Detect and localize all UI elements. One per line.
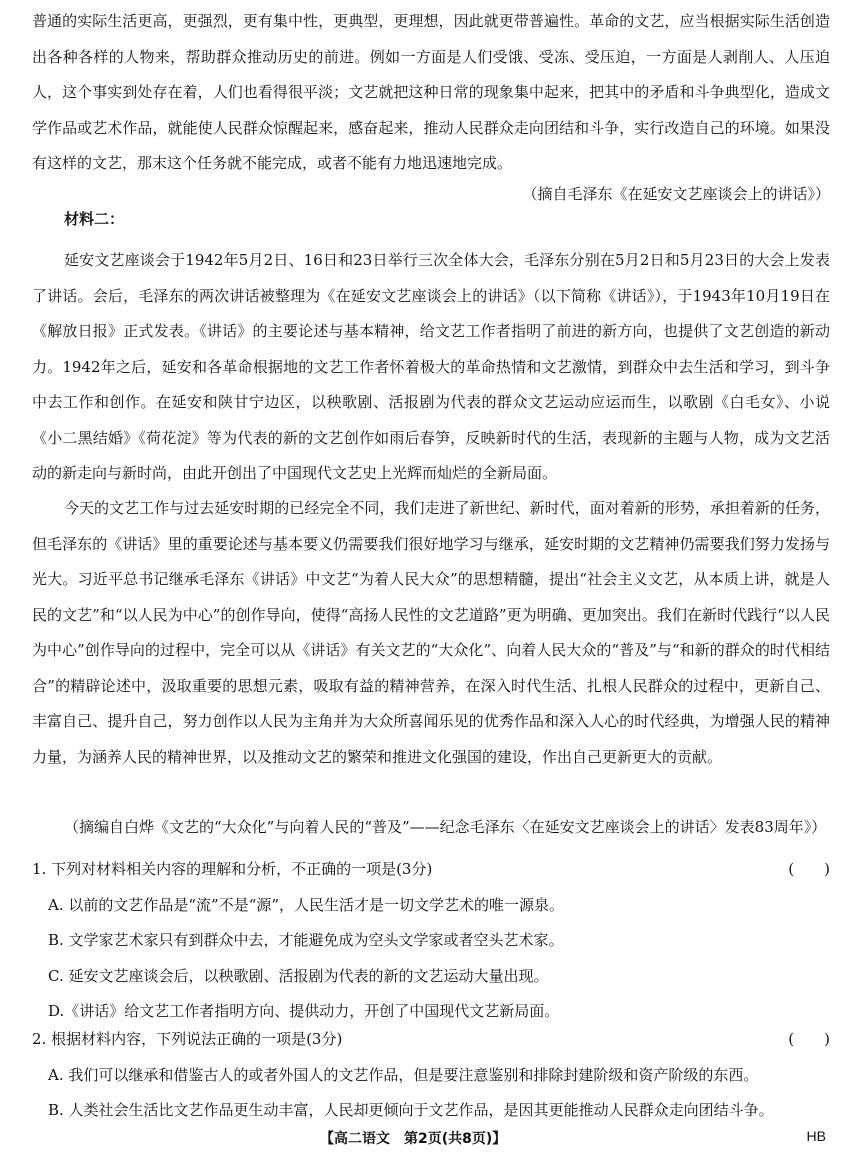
question-2 (32, 1022, 830, 1129)
footer-code: HB (806, 1128, 826, 1144)
question-2-option-a: A. 我们可以继承和借鉴古人的或者外国人的文艺作品，但是要注意鉴别和排除封建阶级和资产阶级的东西。 (48, 1065, 759, 1084)
question-2-option-b: B. 人类社会生活比文艺作品更生动丰富，人民却更倾向于文艺作品，是因其更能推动人民群众走向团结斗争。 (48, 1101, 774, 1119)
source-citation-1: （摘自毛泽东《在延安文艺座谈会上的讲话》） (522, 185, 830, 203)
passage-paragraph-1: 普通的实际生活更高，更强烈，更有集中性，更典型，更理想，因此就更带普遍性。革命的文艺，应当根据实际生活创造出各种各样的人物来，帮助群众推动历史的前进。例如一方面是人们受饿、受冻、受压迫，一方面是人剥削人、人压迫人，这个事实到处存在着，人们也看得很平淡；文艺就把这种日常的现象集中起来，把其中的矛盾和斗争典型化，造成文学作品或艺术作品，就能使人民群众惊醒起来，感奋起来，推动人民群众走向团结和斗争，实行改造自己的环境。如果没有这样的文艺，那末这个任务就不能完成，或者不能有力地迅速地完成。 (32, 12, 830, 172)
question-1-option-a: A. 以前的文艺作品是“流”不是“源”，人民生活才是一切文学艺术的唯一源泉。 (48, 895, 565, 914)
page-footer (0, 1124, 860, 1154)
question-2-stem (32, 1022, 830, 1058)
question-1-option-d: D.《讲话》给文艺工作者指明方向、提供动力，开创了中国现代文艺新局面。 (48, 1002, 560, 1020)
question-1-answer-blank[interactable]: ( ) (788, 860, 830, 878)
passage-paragraph-3: 今天的文艺工作与过去延安时期的已经完全不同，我们走进了新世纪、新时代，面对着新的形势，承担着新的任务，但毛泽东的《讲话》里的重要论述与基本要义仍需要我们很好地学习与继承，延安时期的文艺精神仍需要我们努力发扬与光大。习近平总书记继承毛泽东《讲话》中文艺“为着人民大众”的思想精髓，提出“社会主义文艺，从本质上讲，就是人民的文艺”和“以人民为中心”的创作导向，使得“高扬人民性的文艺道路”更为明确、更加突出。我们在新时代践行“以人民为中心”创作导向的过程中，完全可以从《讲话》有关文艺的“大众化”、向着人民大众的“普及”与“和新的群众的时代相结合”的精辟论述中，汲取重要的思想元素，吸取有益的精神营养，在深入时代生活、扎根人民群众的过程中，更新自己、丰富自己、提升自己，努力创作以人民为主角并为大众所喜闻乐见的优秀作品和深入人心的时代经典，为增强人民的精神力量，为涵养人民的精神世界，以及推动文艺的繁荣和推进文化强国的建设，作出自己更新更大的贡献。 (32, 499, 830, 766)
footer-page-info: 【高二语文 第2页(共8页)】 (320, 1131, 507, 1147)
source-citation-2: （摘编自白烨《文艺的“大众化”与向着人民的“普及”——纪念毛泽东〈在延安文艺座谈会上的讲话〉发表83周年》） (64, 818, 827, 836)
question-1-stem (32, 852, 830, 888)
question-2-answer-blank[interactable]: ( ) (788, 1030, 830, 1048)
material-2-heading: 材料二： (64, 210, 125, 228)
question-1-option-c: C. 延安文艺座谈会后，以秧歌剧、活报剧为代表的新的文艺运动大量出现。 (48, 966, 549, 985)
question-2-text: 2. 根据材料内容，下列说法正确的一项是(3分) (32, 1030, 343, 1048)
question-1-option-b: B. 文学家艺术家只有到群众中去，才能避免成为空头文学家或者空头艺术家。 (48, 931, 564, 949)
question-1-text: 1. 下列对材料相关内容的理解和分析，不正确的一项是(3分) (32, 860, 433, 878)
question-1 (32, 852, 830, 1030)
passage-paragraph-2: 延安文艺座谈会于1942年5月2日、16日和23日举行三次全体大会，毛泽东分别在5月2日和5月23日的大会上发表了讲话。会后，毛泽东的两次讲话被整理为《在延安文艺座谈会上的讲话》（以下简称《讲话》），于1943年10月19日在《解放日报》正式发表。《讲话》的主要论述与基本精神，给文艺工作者指明了前进的新方向，也提供了文艺创造的新动力。1942年之后，延安和各革命根据地的文艺工作者怀着极大的革命热情和文艺激情，到群众中去生活和学习，到斗争中去工作和创作。在延安和陕甘宁边区，以秧歌剧、活报剧为代表的群众文艺运动应运而生，以歌剧《白毛女》、小说《小二黑结婚》《荷花淀》等为代表的新的文艺创作如雨后春笋，反映新时代的生活，表现新的主题与人物，成为文艺活动的新走向与新时尚，由此开创出了中国现代文艺史上光辉而灿烂的全新局面。 (32, 251, 830, 482)
